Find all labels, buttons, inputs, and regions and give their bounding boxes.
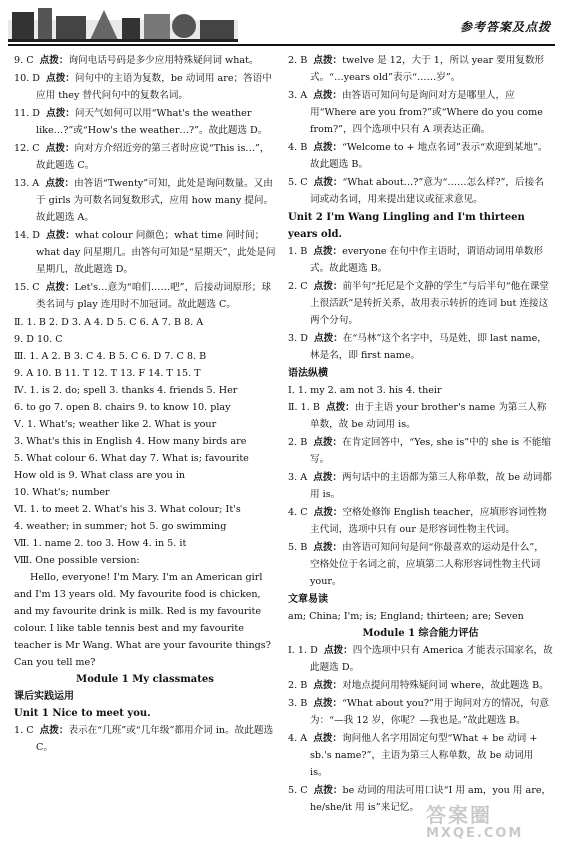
- answer-entry: [288, 330, 553, 364]
- answer-line: Ⅲ. 1. A 2. B 3. C 4. B 5. C 6. D 7. C 8. B: [14, 351, 207, 362]
- watermark-line-2: MXQE.COM: [426, 826, 524, 841]
- answer-line: Ⅶ. 1. name 2. too 3. How 4. in 5. it: [14, 538, 187, 549]
- answer-entry: [288, 469, 553, 503]
- hint-text: 由于主语 your brother's name 为第三人称单数，故 be 动词用 is。: [310, 402, 547, 430]
- hint-label: 点拨：: [45, 282, 75, 293]
- hint-text: twelve 是 12，大于 1，所以 year 要用复数形式。“…years old”表示“……岁”。: [310, 55, 545, 83]
- answer-number: 14. D: [14, 230, 40, 241]
- hint-text: 问句中的主语为复数，be 动词用 are；答语中应用 they 替代问句中的复数名词。: [36, 73, 272, 101]
- answer-number: 4. B: [288, 142, 308, 153]
- hint-label: 点拨：: [39, 725, 69, 736]
- hint-text: 四个选项中只有 America 才能表示国家名，故此题选 D。: [310, 645, 553, 673]
- hint-label: 点拨：: [313, 55, 343, 66]
- hint-text: “What about you?”用于询问对方的情况，句意为：“—我 12 岁，你呢？—我也是。”故此题选 B。: [310, 698, 549, 726]
- hint-label: 点拨：: [313, 542, 343, 553]
- answer-entry: [288, 87, 553, 138]
- answer-number: 2. C: [288, 281, 308, 292]
- hint-text: “Welcome to + 地点名词”表示“欢迎到某地”。故此题选 B。: [310, 142, 548, 170]
- hint-label: 点拨：: [46, 108, 75, 119]
- answer-number: 3. A: [288, 90, 308, 101]
- answer-number: 4. C: [288, 507, 308, 518]
- hint-text: what colour 问颜色；what time 问时间；what day 问星期几。由答句可知是“星期天”，此处是问星期几，故此题选 D。: [36, 230, 276, 275]
- answer-number: 12. C: [14, 143, 40, 154]
- answer-number: Ⅰ. 1. D: [288, 645, 318, 656]
- answer-line: Ⅱ. 1. B 2. D 3. A 4. D 5. C 6. A 7. B 8. A: [14, 317, 204, 328]
- answer-number: 3. B: [288, 698, 308, 709]
- answer-number: 5. C: [288, 785, 308, 796]
- answer-entry: [288, 677, 553, 694]
- hint-text: 表示在“几班”或“几年级”都用介词 in。故此题选 C。: [36, 725, 274, 753]
- answer-line: am; China; I'm; is; England; thirteen; are; Seven: [288, 611, 524, 622]
- answer-number: 9. C: [14, 55, 34, 66]
- hint-text: 对地点提问用特殊疑问词 where，故此题选 B。: [342, 680, 549, 691]
- watermark-line-1: 答案圈: [426, 803, 492, 827]
- right-column: [288, 52, 553, 817]
- answer-entry: [14, 279, 276, 313]
- answer-line: How old is 9. What class are you in: [14, 470, 186, 481]
- answer-entry: [288, 52, 553, 86]
- answer-entry: [288, 730, 553, 781]
- answer-line: 9. D 10. C: [14, 334, 63, 345]
- hint-label: 点拨：: [313, 90, 343, 101]
- left-column: [14, 52, 276, 757]
- answer-number: 3. A: [288, 472, 308, 483]
- hint-label: 点拨：: [46, 73, 75, 84]
- answer-line: 6. to go 7. open 8. chairs 9. to know 10. play: [14, 402, 231, 413]
- answer-entry: [288, 174, 553, 208]
- answer-number: Ⅱ. 1. B: [288, 402, 320, 413]
- answer-entry: [288, 434, 553, 468]
- hint-label: 点拨：: [45, 178, 75, 189]
- answer-number: 15. C: [14, 282, 40, 293]
- answer-entry: [14, 722, 276, 756]
- hint-text: 空格处修饰 English teacher，应填形容词性物主代词，选项中只有 our 是形容词性物主代词。: [310, 507, 547, 535]
- page-header: [8, 6, 555, 44]
- hint-label: 点拨：: [45, 143, 75, 154]
- section-heading: Module 1 综合能力评估: [362, 628, 479, 639]
- answer-entry: [288, 695, 553, 729]
- answer-entry: [288, 139, 553, 173]
- answer-line: 3. What's this in English 4. How many birds are: [14, 436, 247, 447]
- hint-label: 点拨：: [313, 698, 343, 709]
- hint-label: 点拨：: [313, 177, 343, 188]
- hint-text: 在“马林”这个名字中，马是姓，即 last name，林是名，即 first name。: [310, 333, 547, 361]
- answer-number: 3. D: [288, 333, 308, 344]
- answer-entry: [14, 227, 276, 278]
- hint-label: 点拨：: [46, 230, 75, 241]
- section-heading: Unit 1 Nice to meet you.: [14, 708, 151, 719]
- hint-text: everyone 在句中作主语时，谓语动词用单数形式。故此题选 B。: [310, 246, 544, 274]
- answer-line: Ⅵ. 1. to meet 2. What's his 3. What colour; It's: [14, 504, 241, 515]
- hint-label: 点拨：: [313, 281, 343, 292]
- answer-number: 1. B: [288, 246, 308, 257]
- answer-number: 4. A: [288, 733, 308, 744]
- answer-line: 5. What colour 6. What day 7. What is; favourite: [14, 453, 249, 464]
- hint-label: 点拨：: [313, 507, 343, 518]
- answer-entry: [14, 175, 276, 226]
- hint-text: 前半句“托尼是个文静的学生”与后半句“他在课堂上很活跃”是转折关系，故用表示转折的连词 but 连接这两个分句。: [310, 281, 550, 326]
- section-heading: 文章易读: [288, 594, 328, 605]
- answer-entry: [288, 243, 553, 277]
- hint-text: 由答语“Twenty”可知，此处是询问数量。又由于 girls 为可数名词复数形式，应用 how many 提问。故此题选 A。: [36, 178, 274, 223]
- answer-line: 4. weather; in summer; hot 5. go swimming: [14, 521, 227, 532]
- section-heading: 语法纵横: [288, 368, 328, 379]
- header-divider: [8, 44, 555, 46]
- hint-label: 点拨：: [313, 437, 343, 448]
- header-decoration-icon: [8, 6, 238, 42]
- answer-line: Ⅴ. 1. What's; weather like 2. What is your: [14, 419, 217, 430]
- header-title: 参考答案及点拨: [459, 20, 551, 34]
- hint-label: 点拨：: [313, 785, 343, 796]
- answer-line: Ⅷ. One possible version:: [14, 555, 140, 566]
- watermark-logo: [426, 799, 551, 839]
- hint-label: 点拨：: [39, 55, 69, 66]
- hint-label: 点拨：: [323, 645, 353, 656]
- essay-paragraph: Hello, everyone! I'm Mary. I'm an American girl and I'm 13 years old. My favourite food is chicken, and my favourite drink is milk. Red is my favourite colour. I like table tennis best and my favourite teacher is Mr Wang. What are your favourite things? Can you tell me?: [14, 572, 271, 668]
- hint-text: 由答语可知问句是询问对方是哪里人，应用“Where are you from?”或“Where do you come from?”，四个选项中只有 A 项表达正确。: [310, 90, 543, 135]
- hint-label: 点拨：: [313, 733, 343, 744]
- hint-text: 由答语可知问句是问“你最喜欢的运动是什么”，空格处位于名词之前，应填第二人称形容词性物主代词 your。: [310, 542, 544, 587]
- answer-entry: [14, 52, 276, 69]
- section-heading: Module 1 My classmates: [76, 674, 214, 685]
- answer-entry: [14, 70, 276, 104]
- hint-text: 问天气如何可以用“What's the weather like…?”或“How's the weather…?”。故此题选 D。: [36, 108, 268, 136]
- answer-number: 5. C: [288, 177, 308, 188]
- hint-label: 点拨：: [313, 680, 343, 691]
- answer-number: 2. B: [288, 55, 308, 66]
- hint-text: 询问他人名字用固定句型“What + be 动词 + sb.'s name?”，主语为第三人称单数，故 be 动词用 is。: [310, 733, 538, 778]
- hint-text: be 动词的用法可用口诀“I 用 am，you 用 are，he/she/it 用 is”来记忆。: [310, 785, 552, 813]
- answer-number: 2. B: [288, 680, 308, 691]
- answer-number: 10. D: [14, 73, 40, 84]
- hint-text: “What about…?”意为“……怎么样?”，后接名词或动名词，用来提出建议或征求意见。: [310, 177, 544, 205]
- answer-entry: [288, 278, 553, 329]
- hint-label: 点拨：: [325, 402, 355, 413]
- answer-entry: [14, 140, 276, 174]
- hint-text: 两句话中的主语都为第三人称单数，故 be 动词都用 is。: [310, 472, 552, 500]
- hint-label: 点拨：: [313, 142, 343, 153]
- answer-number: 5. B: [288, 542, 308, 553]
- answer-line: 10. What's; number: [14, 487, 110, 498]
- answer-number: 13. A: [14, 178, 40, 189]
- answer-entry: [288, 399, 553, 433]
- section-heading: 课后实践运用: [14, 691, 74, 702]
- hint-label: 点拨：: [313, 246, 343, 257]
- section-heading: Unit 2 I'm Wang Lingling and I'm thirteen years old.: [288, 212, 525, 240]
- answer-entry: [14, 105, 276, 139]
- answer-line: Ⅳ. 1. is 2. do; spell 3. thanks 4. friends 5. Her: [14, 385, 238, 396]
- answer-line: Ⅰ. 1. my 2. am not 3. his 4. their: [288, 385, 442, 396]
- answer-entry: [288, 539, 553, 590]
- answer-entry: [288, 642, 553, 676]
- answer-number: 2. B: [288, 437, 308, 448]
- hint-text: 在肯定回答中，“Yes, she is”中的 she is 不能缩写。: [310, 437, 552, 465]
- answer-number: 1. C: [14, 725, 34, 736]
- answer-number: 11. D: [14, 108, 40, 119]
- hint-label: 点拨：: [314, 333, 343, 344]
- hint-label: 点拨：: [313, 472, 343, 483]
- answer-entry: [288, 504, 553, 538]
- hint-text: 向对方介绍近旁的第三者时应说“This is…”，故此题选 C。: [36, 143, 270, 171]
- hint-text: 询问电话号码是多少应用特殊疑问词 what。: [68, 55, 259, 66]
- answer-line: 9. A 10. B 11. T 12. T 13. F 14. T 15. T: [14, 368, 201, 379]
- hint-text: Let's…意为“咱们……吧”，后接动词原形；球类名词与 play 连用时不加冠词。故此题选 C。: [36, 282, 271, 310]
